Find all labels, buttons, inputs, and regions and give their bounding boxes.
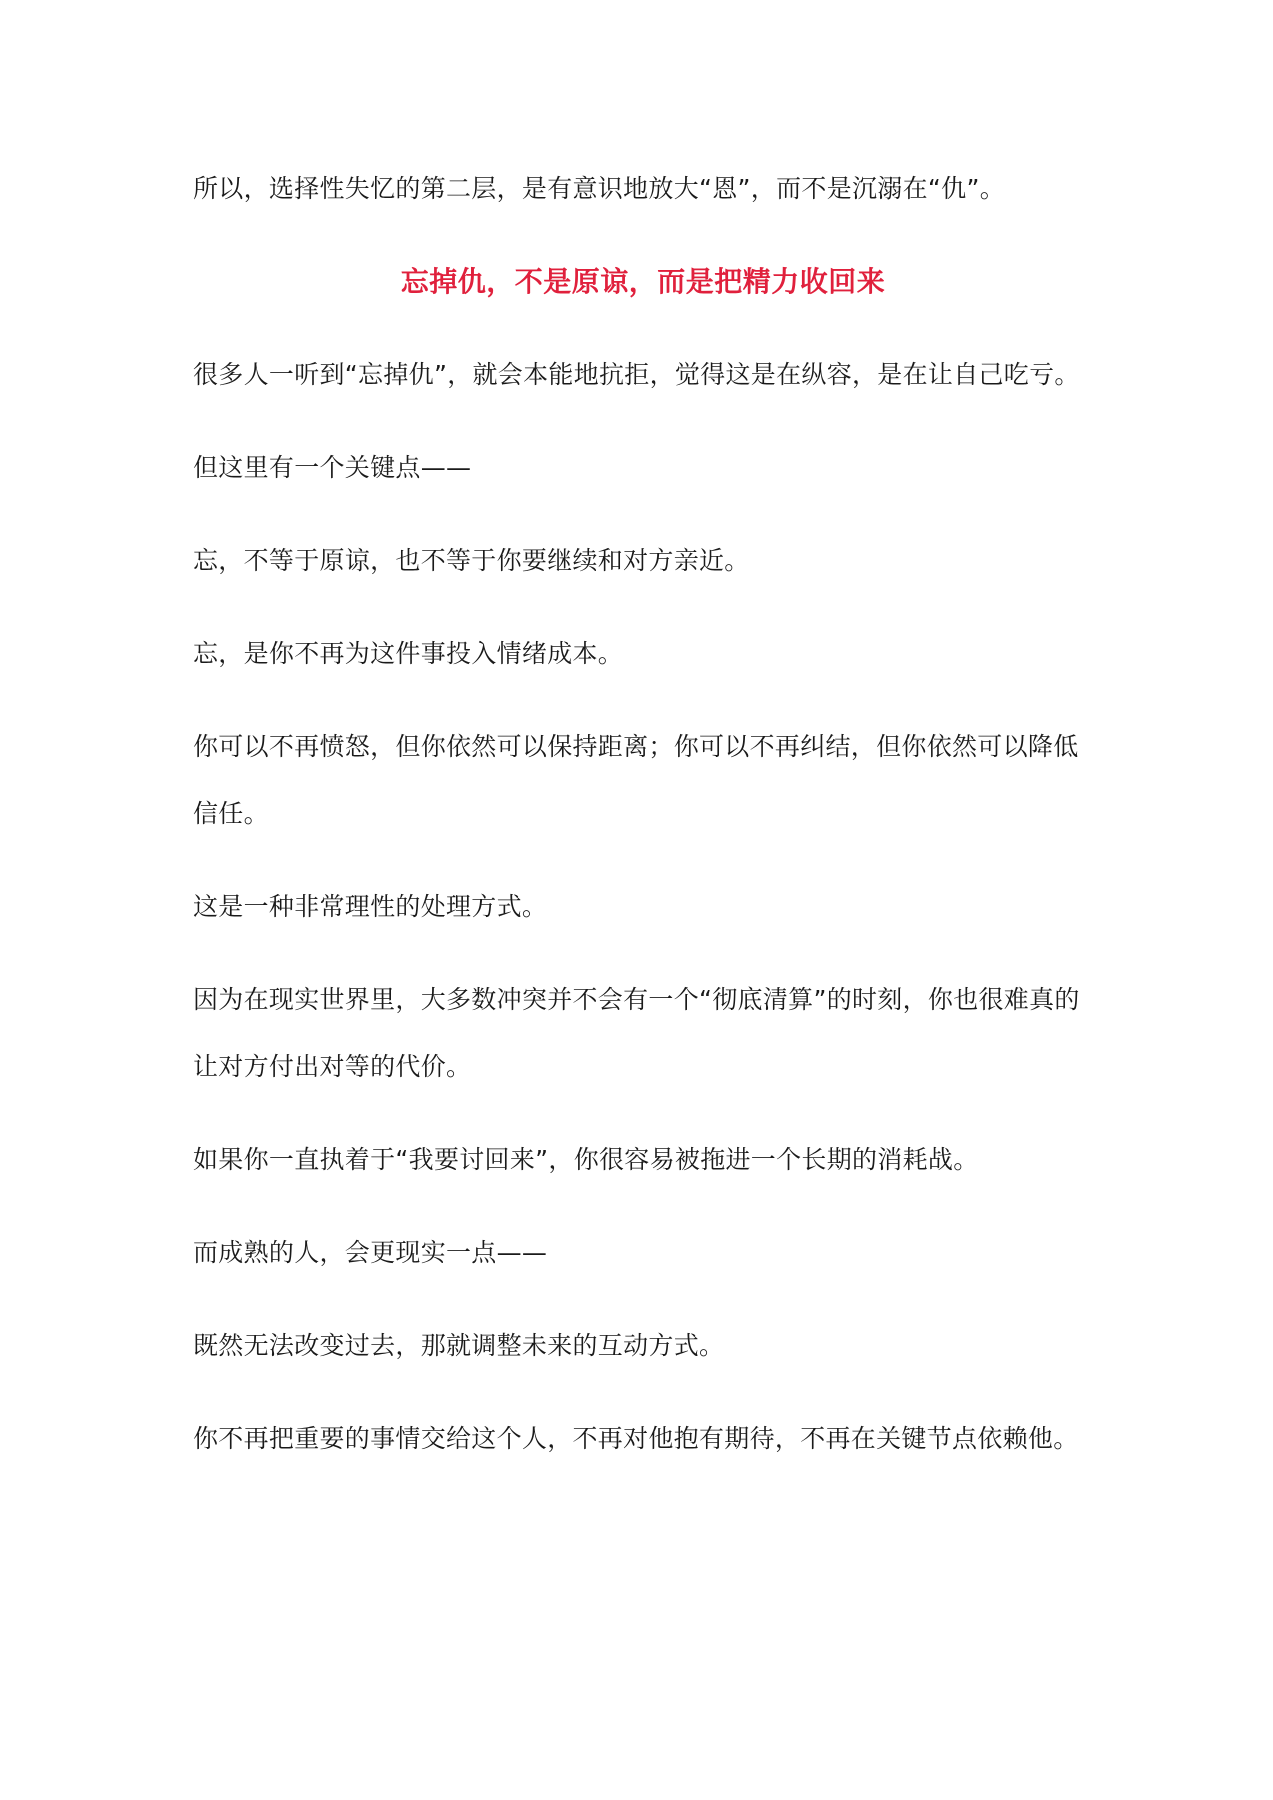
paragraph: 这是一种非常理性的处理方式。: [193, 892, 548, 921]
paragraph: 你不再把重要的事情交给这个人，不再对他抱有期待，不再在关键节点依赖他。: [193, 1424, 1079, 1453]
paragraph: 因为在现实世界里，大多数冲突并不会有一个“彻底清算”的时刻，你也很难真的让对方付出对等的代价。: [193, 985, 1080, 1081]
paragraph: 你可以不再愤怒，但你依然可以保持距离；你可以不再纠结，但你依然可以降低信任。: [193, 732, 1079, 828]
paragraph: 而成熟的人，会更现实一点——: [193, 1238, 548, 1267]
paragraph: 如果你一直执着于“我要讨回来”，你很容易被拖进一个长期的消耗战。: [193, 1145, 979, 1174]
paragraph: 忘，是你不再为这件事投入情绪成本。: [193, 639, 624, 668]
paragraph: 忘，不等于原谅，也不等于你要继续和对方亲近。: [193, 546, 750, 575]
paragraph: 既然无法改变过去，那就调整未来的互动方式。: [193, 1331, 725, 1360]
paragraph: 但这里有一个关键点——: [193, 453, 472, 482]
paragraph: 很多人一听到“忘掉仇”，就会本能地抗拒，觉得这是在纵容，是在让自己吃亏。: [193, 360, 1080, 389]
paragraph: 所以，选择性失忆的第二层，是有意识地放大“恩”，而不是沉溺在“仇”。: [193, 174, 1006, 203]
section-heading: 忘掉仇，不是原谅，而是把精力收回来: [400, 265, 886, 298]
article-body: [193, 155, 1093, 1498]
